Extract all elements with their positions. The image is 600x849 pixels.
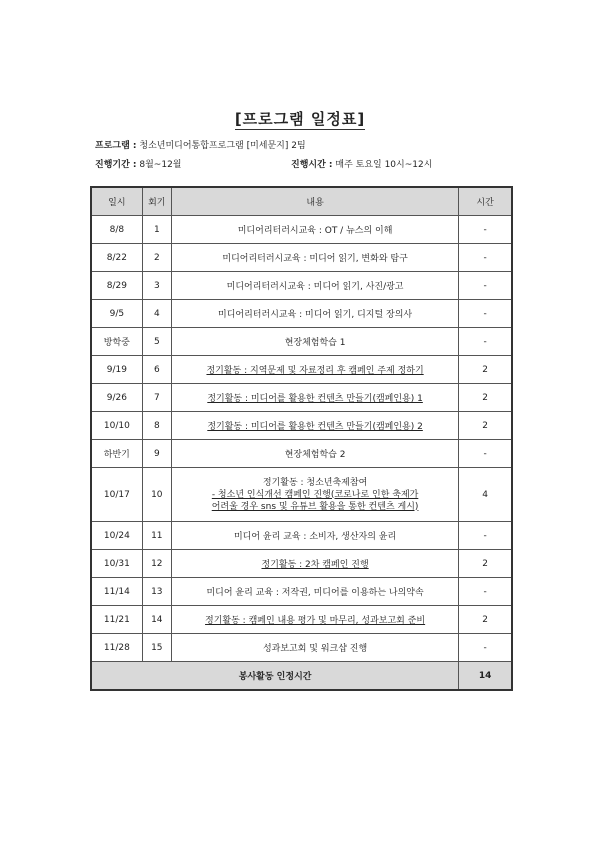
table-row: [91, 468, 512, 522]
row-content: 성과보고회 및 워크샵 진행: [171, 634, 458, 662]
table-row: [91, 634, 512, 662]
table-row: [91, 606, 512, 634]
table-row: [91, 522, 512, 550]
time-label: 진행시간 :: [291, 160, 333, 170]
row-content: 미디어리터러시교육 : 미디어 읽기, 변화와 탐구: [171, 244, 458, 272]
table-row: [91, 412, 512, 440]
row-hours: -: [459, 578, 512, 606]
row-content: 미디어리터러시교육 : OT / 뉴스의 이해: [171, 216, 458, 244]
table-row: [91, 272, 512, 300]
row-date: 11/21: [91, 606, 142, 634]
row-hours: -: [459, 272, 512, 300]
row-session: 15: [142, 634, 171, 662]
time-value: 매주 토요일 10시~12시: [335, 160, 433, 170]
row-session: 7: [142, 384, 171, 412]
row-hours: -: [459, 440, 512, 468]
row-date: 11/28: [91, 634, 142, 662]
row-date: 9/5: [91, 300, 142, 328]
row-date: 10/17: [91, 468, 142, 522]
row-date: 10/10: [91, 412, 142, 440]
time-info: [291, 157, 432, 170]
row-content: 미디어 윤리 교육 : 소비자, 생산자의 윤리: [171, 522, 458, 550]
row-hours: -: [459, 522, 512, 550]
table-row: [91, 550, 512, 578]
page-title: [프로그램 일정표]: [234, 110, 366, 128]
row-date: 8/22: [91, 244, 142, 272]
schedule-table: [90, 186, 513, 691]
row-session: 3: [142, 272, 171, 300]
row-date: 10/24: [91, 522, 142, 550]
row-session: 11: [142, 522, 171, 550]
row-content: 현장체험학습 2: [171, 440, 458, 468]
table-row: [91, 356, 512, 384]
table-row: [91, 300, 512, 328]
row-hours: 4: [459, 468, 512, 522]
row-content: 정기활동 : 캠페인 내용 평가 및 마무리, 성과보고회 준비: [171, 606, 458, 634]
row-content: [171, 468, 458, 522]
row-hours: 2: [459, 356, 512, 384]
row-session: 13: [142, 578, 171, 606]
table-row: [91, 440, 512, 468]
header-date: 일시: [91, 187, 142, 216]
row-date: 10/31: [91, 550, 142, 578]
row-hours: 2: [459, 550, 512, 578]
row-hours: -: [459, 244, 512, 272]
program-label: 프로그램 :: [95, 141, 137, 151]
table-row: [91, 578, 512, 606]
row-hours: 2: [459, 384, 512, 412]
row-content: 정기활동 : 미디어를 활용한 컨텐츠 만들기(캠페인용) 1: [171, 384, 458, 412]
period-value: 8월~12월: [139, 160, 182, 170]
row-session: 1: [142, 216, 171, 244]
total-row: [91, 662, 512, 691]
header-row: [91, 187, 512, 216]
row-hours: 2: [459, 606, 512, 634]
row-session: 14: [142, 606, 171, 634]
row-hours: 2: [459, 412, 512, 440]
row-session: 5: [142, 328, 171, 356]
row-content: 현장체험학습 1: [171, 328, 458, 356]
row-date: 11/14: [91, 578, 142, 606]
total-label: 봉사활동 인정시간: [91, 662, 459, 691]
row-content: 정기활동 : 미디어를 활용한 컨텐츠 만들기(캠페인용) 2: [171, 412, 458, 440]
row-content: 미디어 윤리 교육 : 저작권, 미디어를 이용하는 나의약속: [171, 578, 458, 606]
period-label: 진행기간 :: [95, 160, 137, 170]
program-value: 청소년미디어통합프로그램 [미세문지] 2팀: [139, 141, 306, 151]
row-date: 9/19: [91, 356, 142, 384]
row-hours: -: [459, 634, 512, 662]
row-hours: -: [459, 216, 512, 244]
row-hours: -: [459, 300, 512, 328]
row-session: 2: [142, 244, 171, 272]
row-date: 하반기: [91, 440, 142, 468]
row-date: 8/29: [91, 272, 142, 300]
row-session: 12: [142, 550, 171, 578]
row-content: 미디어리터러시교육 : 미디어 읽기, 사진/광고: [171, 272, 458, 300]
row-date: 방학중: [91, 328, 142, 356]
row-date: 9/26: [91, 384, 142, 412]
row-hours: -: [459, 328, 512, 356]
row-content: 미디어리터러시교육 : 미디어 읽기, 디지털 장의사: [171, 300, 458, 328]
row-content: 정기활동 : 지역문제 및 자료정리 후 캠페인 주제 정하기: [171, 356, 458, 384]
program-info: [95, 138, 306, 151]
content-line: 어려울 경우 sns 및 유튜브 활용을 통한 컨텐츠 게시): [211, 501, 419, 512]
header-hours: 시간: [459, 187, 512, 216]
row-session: 10: [142, 468, 171, 522]
table-row: [91, 216, 512, 244]
table-row: [91, 244, 512, 272]
row-session: 6: [142, 356, 171, 384]
period-info: [95, 157, 182, 170]
content-line: 정기활동 : 청소년축제참여: [262, 477, 368, 488]
total-value: 14: [459, 662, 512, 691]
row-session: 4: [142, 300, 171, 328]
row-session: 8: [142, 412, 171, 440]
content-line: - 청소년 인식개선 캠페인 진행(코로나로 인한 축제가: [211, 489, 419, 500]
header-session: 회기: [142, 187, 171, 216]
table-row: [91, 384, 512, 412]
row-content: 정기활동 : 2차 캠페인 진행: [171, 550, 458, 578]
row-date: 8/8: [91, 216, 142, 244]
row-session: 9: [142, 440, 171, 468]
header-content: 내용: [171, 187, 458, 216]
table-row: [91, 328, 512, 356]
